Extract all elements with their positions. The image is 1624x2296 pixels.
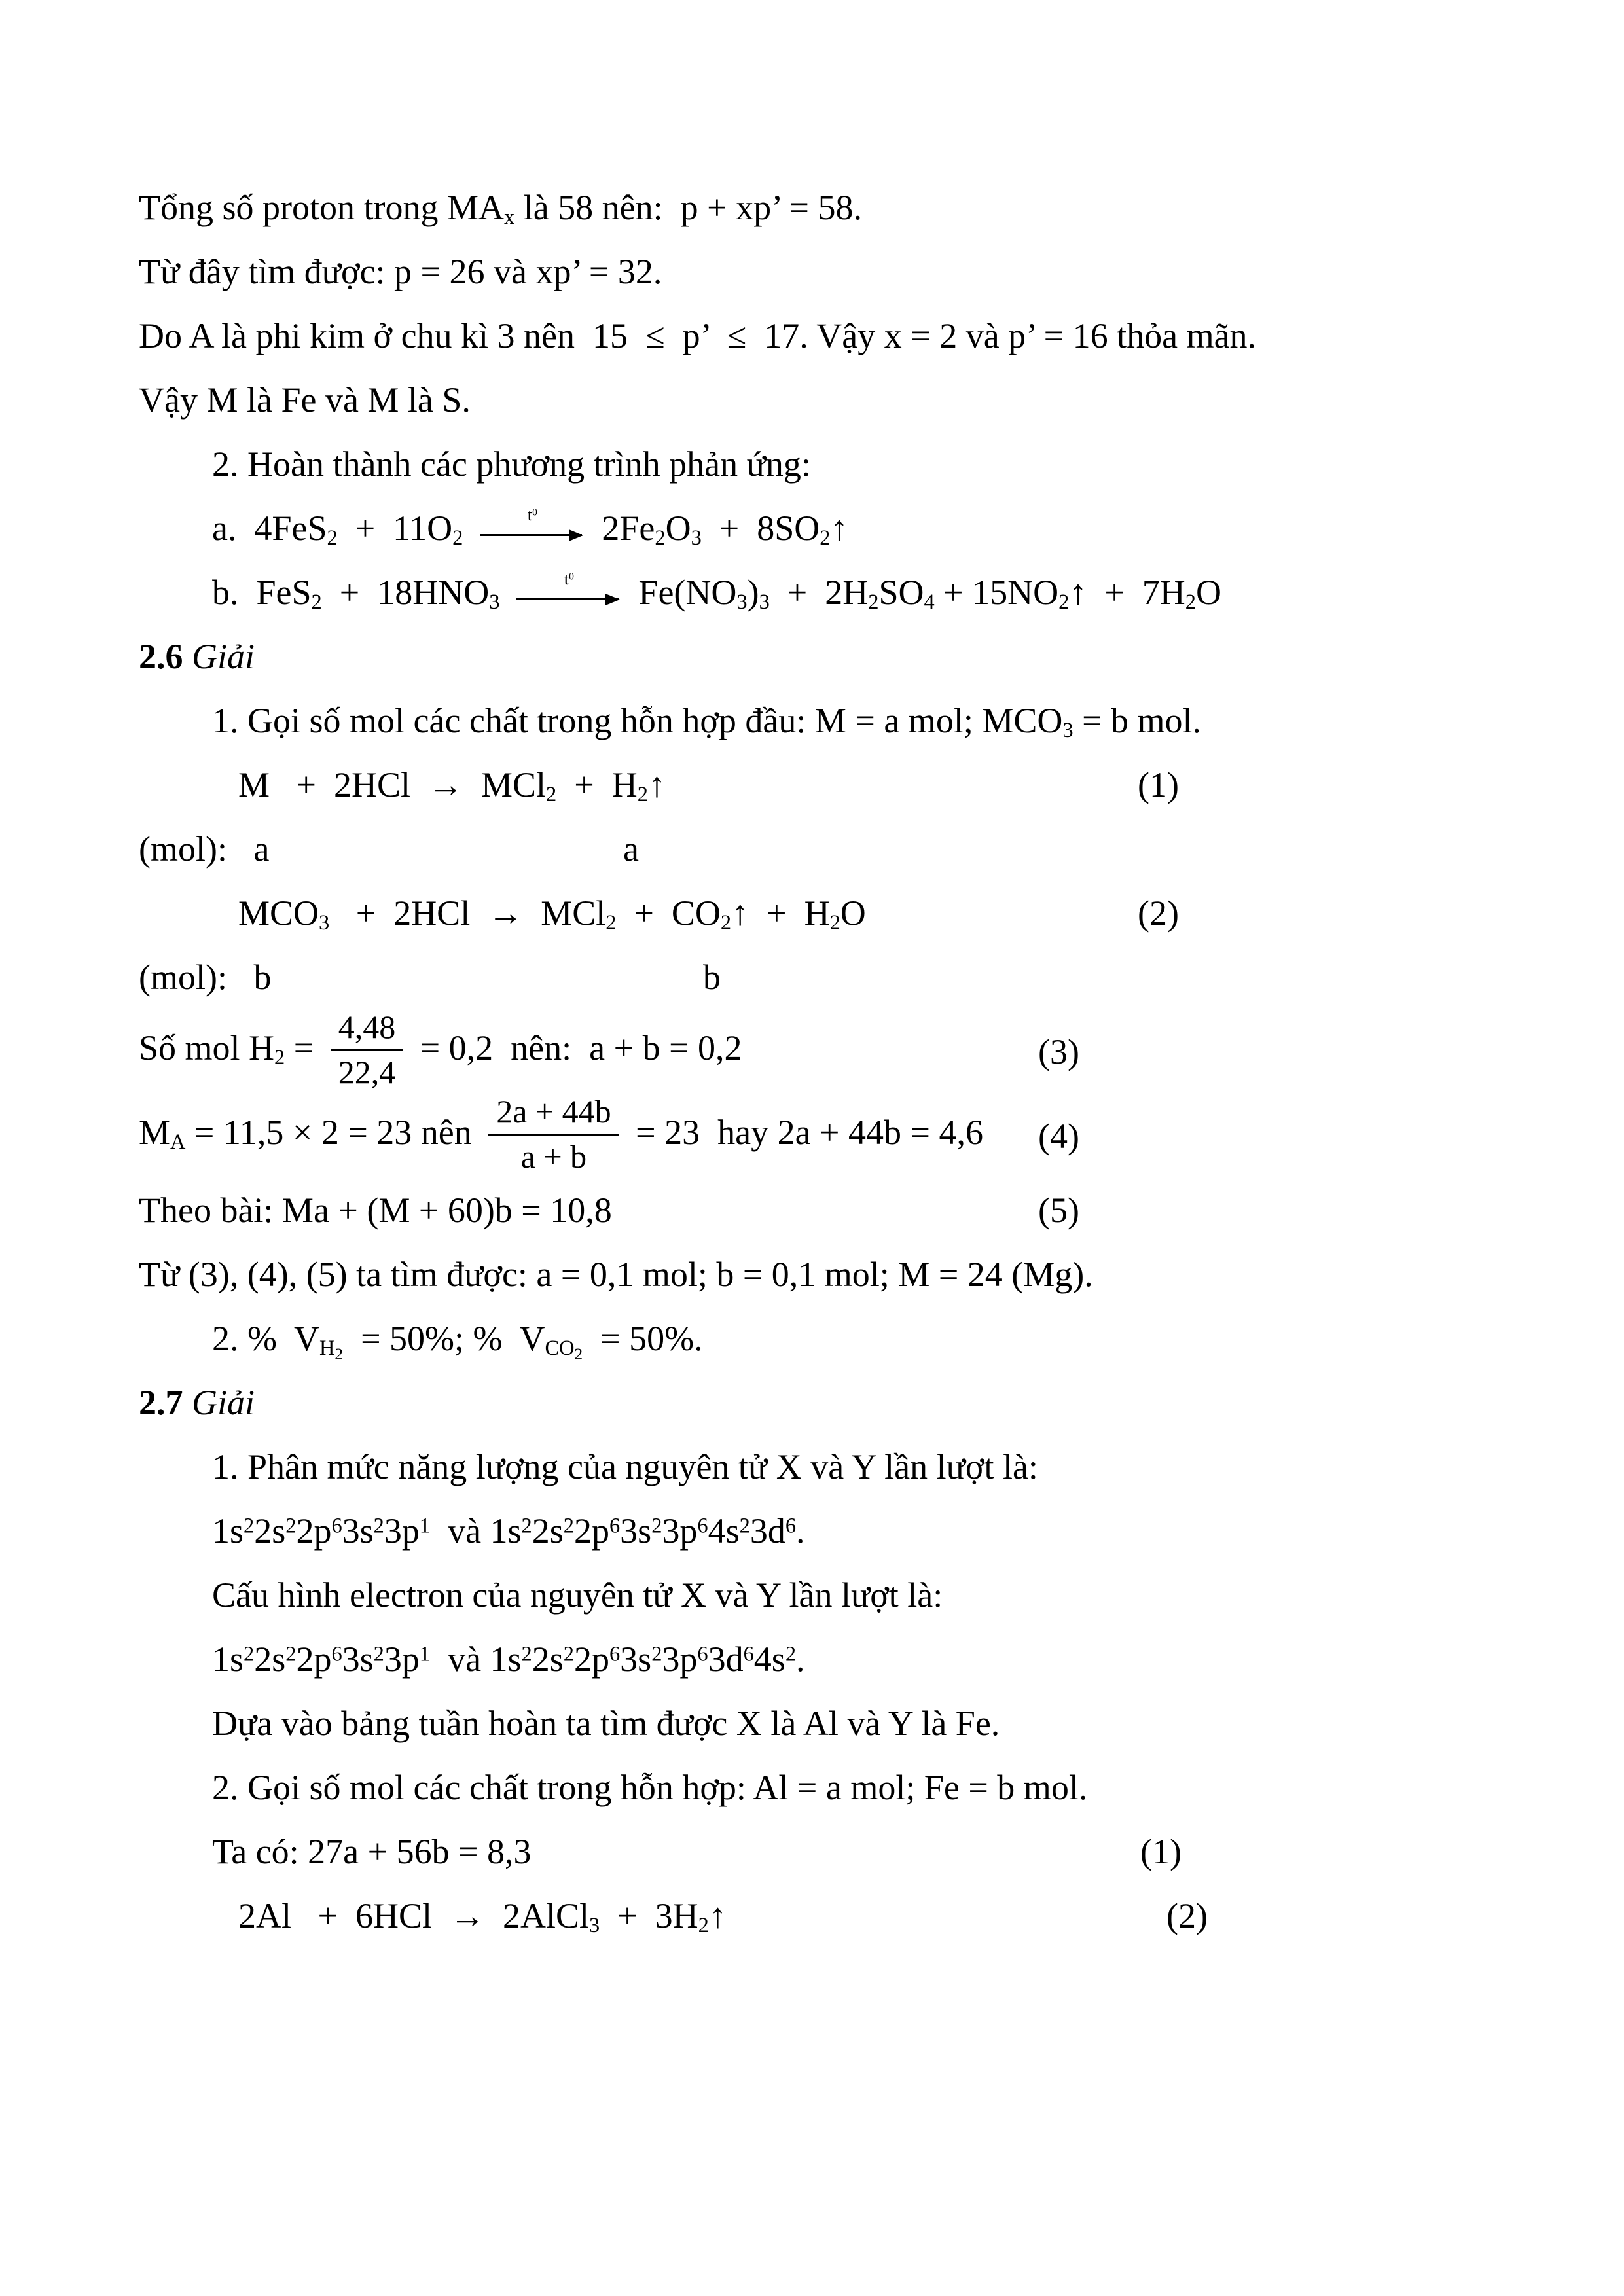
text: Do A là phi kim ở chu kì 3 nên 15 ≤ p’ ≤ 17. Vậy x = 2 và p’ = 16 thỏa mãn. [139,316,1257,355]
equation-number: (2) [1138,893,1179,933]
text: Ta có: 27a + 56b = 8,3 [212,1832,532,1871]
text: 2.6 Giải [139,637,255,676]
reaction-equation [212,496,1539,560]
text: $MCO_3 + 2HCl \to MCl_2$ + $CO_2↑ + H_2O$ [238,893,866,935]
text: 1. Gọi số mol các chất trong hỗn hợp đầu: M = a mol; $MCO_3 = b$ mol. [212,701,1202,743]
text-line [139,240,1539,304]
equation-number: (4) [1038,1116,1079,1156]
electron-config [212,1499,1539,1563]
equation-line [139,1178,1539,1242]
equation-line [139,1009,1539,1094]
text: $1s^22s^22p^63s^23p^1$ và $1s^22s^22p^63s^23p^64s^23d^6$. [212,1511,805,1551]
equation-line [212,1820,1539,1884]
text: Số mol $H_2$ = $\frac{4,48}{22,4}$ = 0,2 nên: a + b = 0,2 [139,1028,742,1067]
text: (mol): b b [139,958,721,997]
text: 1. Phân mức năng lượng của nguyên tử X và Y lần lượt là: [212,1447,1038,1486]
text: (mol): a a [139,829,639,869]
text-line [139,304,1539,368]
text: 2. Gọi số mol các chất trong hỗn hợp: Al = a mol; Fe = b mol. [212,1768,1088,1807]
text-line [212,689,1539,753]
reaction-equation [212,560,1539,624]
text-line [139,1242,1539,1306]
text: 2. Hoàn thành các phương trình phản ứng: [212,444,811,484]
text: Dựa vào bảng tuần hoàn ta tìm được X là Al và Y là Fe. [212,1704,1000,1743]
text-line [212,432,1539,496]
equation-line [139,1094,1539,1178]
text-line [139,175,1539,240]
chemical-equation [238,753,1539,817]
electron-config [212,1627,1539,1691]
equation-number: (1) [1140,1832,1182,1871]
chemical-equation [238,881,1539,945]
equation-number: (5) [1038,1191,1079,1230]
mol-annotation [139,945,1539,1009]
text: Tổng số proton trong $MA_x$ là 58 nên: p + xp’ = 58. [139,188,863,230]
text: 2Al + 6HCl → 2AlCl$_3$ + $3H_2↑$ [238,1896,727,1938]
text: a. $4FeS_2 + 11O_2$ $t^0$ $2Fe_2O_3$ + $8SO_2↑$ [212,505,848,550]
text: Cấu hình electron của nguyên tử X và Y lần lượt là: [212,1575,943,1615]
text: Theo bài: Ma + (M + 60)b = 10,8 [139,1191,612,1230]
text-line [212,1306,1539,1371]
equation-number: (2) [1166,1896,1208,1935]
text: Vậy M là Fe và M là S. [139,380,471,420]
text: $M_A = 11,5 \times 2 = 23$ nên $\frac{2a + 44b}{a + b}$ = 23 hay 2a + 44b = 4,6 [139,1113,983,1152]
text: $M + 2HCl \to MCl_2 + H_2↑$ [238,765,666,807]
text: 2.7 Giải [139,1383,255,1422]
mol-annotation [139,817,1539,881]
equation-number: (3) [1038,1031,1079,1071]
text: Từ (3), (4), (5) ta tìm được: a = 0,1 mol; b = 0,1 mol; M = 24 (Mg). [139,1255,1093,1294]
text-line [212,1563,1539,1627]
text: 2. % $V_{H_2} = 50\%$; % $V_{CO_2} = 50\%$. [212,1319,703,1364]
text-line [212,1691,1539,1755]
section-heading [139,1371,1539,1435]
section-heading [139,624,1539,689]
text-line [212,1435,1539,1499]
text: Từ đây tìm được: p = 26 và xp’ = 32. [139,252,662,291]
text: b. $FeS_2 + 18HNO_3$ $t^0$ $Fe(NO_3)_3 + 2H_2SO_4$ + $15NO_2↑ + 7H_2O$ [212,569,1221,615]
text-line [139,368,1539,432]
text: $1s^22s^22p^63s^23p^1$ và $1s^22s^22p^63s^23p^63d^64s^2$. [212,1640,805,1679]
chemical-equation [238,1884,1539,1948]
equation-number: (1) [1138,765,1179,804]
text-line [212,1755,1539,1820]
